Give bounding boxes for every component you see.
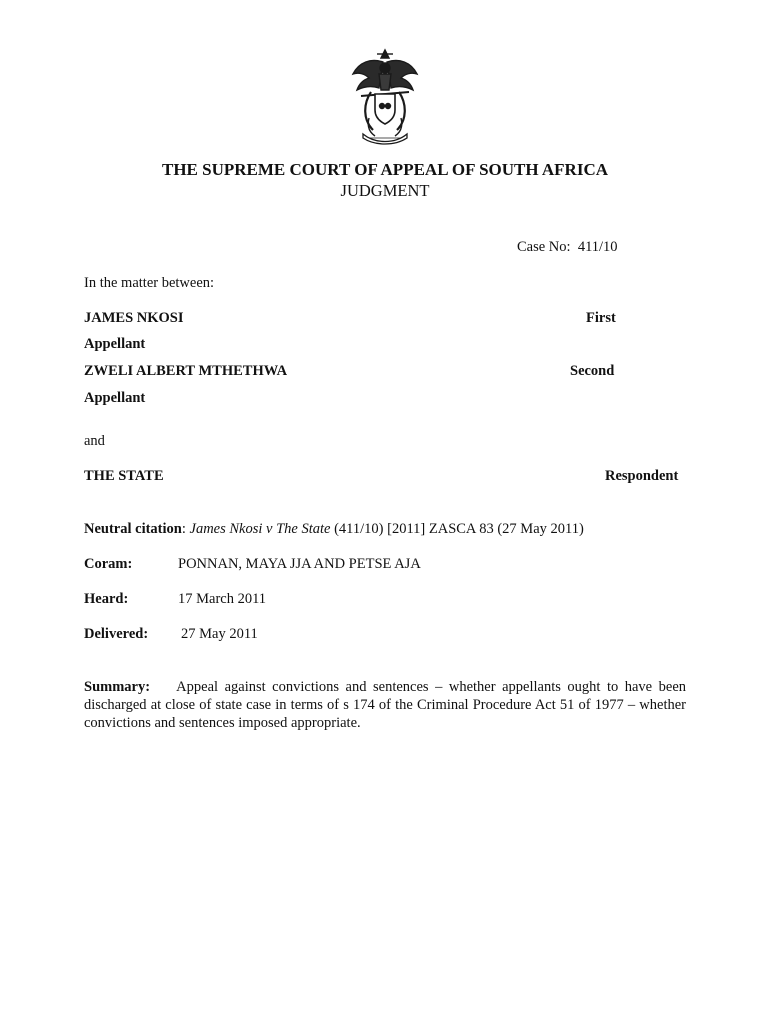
coram-label: Coram:	[84, 556, 133, 572]
first-appellant-role-second: Appellant	[84, 336, 146, 352]
and-text: and	[84, 433, 105, 449]
respondent-name: THE STATE	[84, 468, 164, 484]
heard-label: Heard:	[84, 591, 129, 607]
coram-value: PONNAN, MAYA JJA AND PETSE AJA	[178, 556, 421, 572]
first-appellant-role-first: First	[586, 310, 616, 326]
court-title: THE SUPREME COURT OF APPEAL OF SOUTH AFRICA	[161, 160, 609, 179]
delivered-label: Delivered:	[84, 626, 149, 642]
case-number-value: 411/10	[577, 239, 618, 255]
second-appellant-name: ZWELI ALBERT MTHETHWA	[84, 363, 288, 379]
neutral-citation: Neutral citation: James Nkosi v The State (411/10) [2011] ZASCA 83 (27 May 2011)	[84, 521, 584, 537]
heard-value: 17 March 2011	[178, 591, 267, 607]
citation-case-name: James Nkosi v The State	[189, 521, 331, 537]
citation-rest: (411/10) [2011] ZASCA 83 (27 May 2011)	[334, 521, 584, 537]
document-type: JUDGMENT	[340, 181, 430, 200]
case-number-line	[517, 239, 618, 256]
first-appellant-name: JAMES NKOSI	[84, 310, 184, 326]
intro-text: In the matter between:	[84, 275, 215, 291]
summary-text: Appeal against convictions and sentences – whether appellants ought to have been discharged at close of state case in terms of s 174 of the Criminal Procedure Act 51 of 1977 – whether convictions and sentences imposed appropriate.	[84, 679, 687, 731]
case-number-label: Case No:	[517, 239, 571, 255]
summary-label: Summary:	[84, 679, 151, 695]
second-appellant-role-second: Appellant	[84, 390, 146, 406]
summary	[84, 678, 686, 732]
citation-label: Neutral citation	[84, 521, 182, 537]
coat-of-arms-emblem	[349, 48, 421, 146]
second-appellant-role-first: Second	[570, 363, 615, 379]
delivered-value: 27 May 2011	[181, 626, 258, 642]
respondent-role: Respondent	[605, 468, 679, 484]
